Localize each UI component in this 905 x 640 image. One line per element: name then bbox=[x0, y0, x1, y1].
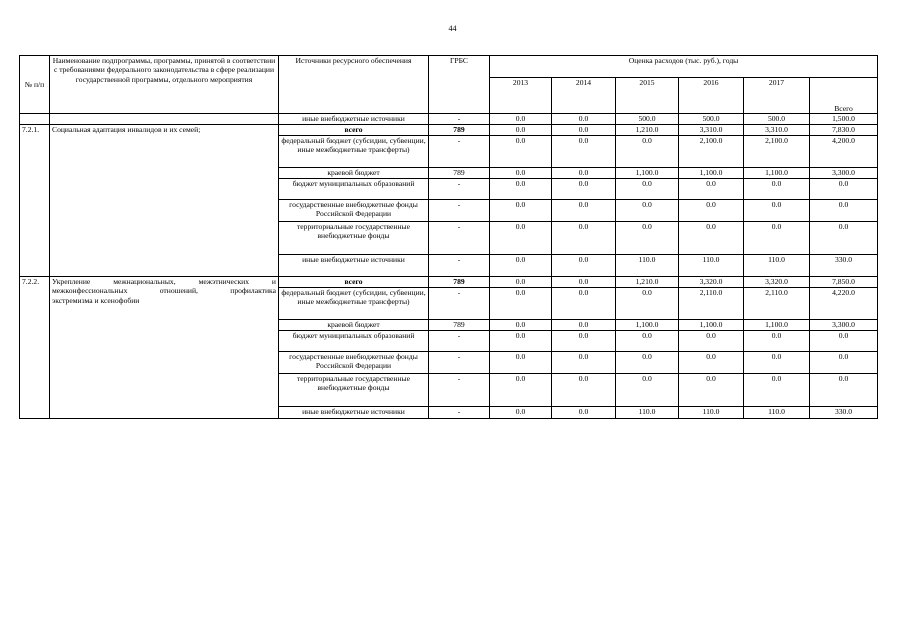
value-cell: 1,100.0 bbox=[744, 168, 810, 179]
source-label: территориальные государственные внебюджетные фонды bbox=[279, 222, 429, 255]
value-cell: 110.0 bbox=[616, 255, 679, 277]
value-cell: 1,210.0 bbox=[616, 277, 679, 288]
value-cell: 1,500.0 bbox=[810, 114, 878, 125]
value-cell: 110.0 bbox=[744, 407, 810, 419]
value-cell: 3,310.0 bbox=[679, 125, 744, 136]
value-cell: 3,320.0 bbox=[679, 277, 744, 288]
value-cell: 0.0 bbox=[490, 255, 552, 277]
value-cell: 500.0 bbox=[616, 114, 679, 125]
source-label: федеральный бюджет (субсидии, субвенции, иные межбюджетные трансферты) bbox=[279, 288, 429, 320]
source-label: иные внебюджетные источники bbox=[279, 407, 429, 419]
grbs-cell: - bbox=[429, 352, 490, 374]
value-cell: 0.0 bbox=[616, 288, 679, 320]
value-cell: 3,320.0 bbox=[744, 277, 810, 288]
grbs-cell: 789 bbox=[429, 168, 490, 179]
value-cell: 110.0 bbox=[744, 255, 810, 277]
section-name: Социальная адаптация инвалидов и их семей; bbox=[50, 125, 279, 277]
source-label: иные внебюджетные источники bbox=[279, 255, 429, 277]
source-label: государственные внебюджетные фонды Российской Федерации bbox=[279, 352, 429, 374]
source-label: иные внебюджетные источники bbox=[279, 114, 429, 125]
value-cell: 1,210.0 bbox=[616, 125, 679, 136]
source-label: всего bbox=[279, 125, 429, 136]
value-cell: 0.0 bbox=[552, 288, 616, 320]
value-cell: 0.0 bbox=[679, 374, 744, 407]
value-cell: 0.0 bbox=[490, 136, 552, 168]
grbs-cell: - bbox=[429, 288, 490, 320]
table-row bbox=[20, 114, 878, 125]
header-total: Всего bbox=[810, 78, 878, 114]
value-cell: 0.0 bbox=[744, 352, 810, 374]
header-source: Источники ресурсного обеспечения bbox=[279, 56, 429, 114]
table-row bbox=[20, 277, 878, 288]
source-label: всего bbox=[279, 277, 429, 288]
value-cell: 0.0 bbox=[552, 136, 616, 168]
value-cell: 0.0 bbox=[744, 179, 810, 200]
value-cell: 1,100.0 bbox=[744, 320, 810, 331]
grbs-cell: 789 bbox=[429, 320, 490, 331]
value-cell: 0.0 bbox=[744, 331, 810, 352]
value-cell: 0.0 bbox=[490, 277, 552, 288]
value-cell: 4,220.0 bbox=[810, 288, 878, 320]
header-row bbox=[20, 56, 878, 78]
value-cell: 0.0 bbox=[679, 200, 744, 222]
grbs-cell: - bbox=[429, 114, 490, 125]
value-cell: 4,200.0 bbox=[810, 136, 878, 168]
header-name: Наименование подпрограммы, программы, принятой в соответствии с требованиями федерального законодательства в сфере реализации государственной программы, отдельного мероприятия bbox=[50, 56, 279, 114]
section-name-line: межконфессиональных отношений, профилактика bbox=[52, 286, 276, 296]
grbs-cell: - bbox=[429, 200, 490, 222]
value-cell: 0.0 bbox=[616, 222, 679, 255]
value-cell: 2,110.0 bbox=[744, 288, 810, 320]
value-cell: 0.0 bbox=[552, 374, 616, 407]
table-row bbox=[20, 125, 878, 136]
source-label: государственные внебюджетные фонды Российской Федерации bbox=[279, 200, 429, 222]
value-cell: 0.0 bbox=[744, 222, 810, 255]
grbs-cell: 789 bbox=[429, 277, 490, 288]
value-cell: 0.0 bbox=[552, 114, 616, 125]
source-label: бюджет муниципальных образований bbox=[279, 179, 429, 200]
grbs-cell: - bbox=[429, 222, 490, 255]
value-cell: 3,300.0 bbox=[810, 168, 878, 179]
value-cell: 0.0 bbox=[490, 168, 552, 179]
grbs-cell: - bbox=[429, 136, 490, 168]
value-cell: 0.0 bbox=[679, 222, 744, 255]
value-cell: 3,300.0 bbox=[810, 320, 878, 331]
header-year: 2017 bbox=[744, 78, 810, 114]
grbs-cell: - bbox=[429, 331, 490, 352]
value-cell: 500.0 bbox=[679, 114, 744, 125]
header-grbs: ГРБС bbox=[429, 56, 490, 114]
value-cell: 0.0 bbox=[616, 200, 679, 222]
page-number: 44 bbox=[448, 24, 457, 33]
header-year: 2013 bbox=[490, 78, 552, 114]
budget-table bbox=[19, 55, 878, 419]
value-cell: 2,100.0 bbox=[744, 136, 810, 168]
value-cell: 0.0 bbox=[552, 331, 616, 352]
value-cell: 0.0 bbox=[490, 200, 552, 222]
value-cell: 0.0 bbox=[490, 407, 552, 419]
value-cell: 330.0 bbox=[810, 407, 878, 419]
header-year: 2014 bbox=[552, 78, 616, 114]
grbs-cell: - bbox=[429, 374, 490, 407]
header-year: 2015 bbox=[616, 78, 679, 114]
value-cell: 7,850.0 bbox=[810, 277, 878, 288]
value-cell: 0.0 bbox=[552, 407, 616, 419]
value-cell: 0.0 bbox=[552, 277, 616, 288]
grbs-cell: - bbox=[429, 179, 490, 200]
section-number: 7.2.1. bbox=[20, 125, 50, 277]
value-cell: 0.0 bbox=[490, 331, 552, 352]
source-label: федеральный бюджет (субсидии, субвенции, иные межбюджетные трансферты) bbox=[279, 136, 429, 168]
value-cell: 0.0 bbox=[679, 352, 744, 374]
value-cell: 0.0 bbox=[490, 114, 552, 125]
value-cell: 1,100.0 bbox=[616, 168, 679, 179]
value-cell: 0.0 bbox=[744, 200, 810, 222]
value-cell: 0.0 bbox=[490, 125, 552, 136]
value-cell: 1,100.0 bbox=[679, 168, 744, 179]
source-label: краевой бюджет bbox=[279, 168, 429, 179]
header-num: № п/п bbox=[20, 56, 50, 114]
value-cell: 0.0 bbox=[616, 331, 679, 352]
section-name-line: экстремизма и ксенофобии bbox=[52, 295, 140, 305]
value-cell: 110.0 bbox=[679, 407, 744, 419]
value-cell: 0.0 bbox=[810, 331, 878, 352]
value-cell: 0.0 bbox=[490, 288, 552, 320]
value-cell: 0.0 bbox=[552, 125, 616, 136]
grbs-cell: - bbox=[429, 407, 490, 419]
value-cell: 2,110.0 bbox=[679, 288, 744, 320]
value-cell: 2,100.0 bbox=[679, 136, 744, 168]
value-cell: 0.0 bbox=[744, 374, 810, 407]
value-cell: 0.0 bbox=[552, 255, 616, 277]
value-cell: 0.0 bbox=[552, 200, 616, 222]
section-name-line: Укрепление межнациональных, межэтнических и bbox=[52, 277, 276, 286]
value-cell: 0.0 bbox=[490, 179, 552, 200]
value-cell: 330.0 bbox=[810, 255, 878, 277]
value-cell: 0.0 bbox=[810, 374, 878, 407]
grbs-cell: - bbox=[429, 255, 490, 277]
value-cell: 7,830.0 bbox=[810, 125, 878, 136]
value-cell: 0.0 bbox=[810, 352, 878, 374]
value-cell: 0.0 bbox=[552, 168, 616, 179]
source-label: территориальные государственные внебюджетные фонды bbox=[279, 374, 429, 407]
section-name bbox=[50, 277, 279, 419]
grbs-cell: 789 bbox=[429, 125, 490, 136]
source-label: бюджет муниципальных образований bbox=[279, 331, 429, 352]
value-cell: 0.0 bbox=[616, 374, 679, 407]
value-cell: 110.0 bbox=[679, 255, 744, 277]
header-year: 2016 bbox=[679, 78, 744, 114]
value-cell: 1,100.0 bbox=[679, 320, 744, 331]
header-estimate: Оценка расходов (тыс. руб.), годы bbox=[490, 56, 878, 78]
value-cell: 0.0 bbox=[616, 179, 679, 200]
value-cell: 0.0 bbox=[490, 352, 552, 374]
value-cell: 0.0 bbox=[490, 374, 552, 407]
value-cell: 0.0 bbox=[552, 320, 616, 331]
value-cell: 0.0 bbox=[552, 179, 616, 200]
value-cell: 0.0 bbox=[616, 136, 679, 168]
value-cell: 0.0 bbox=[552, 222, 616, 255]
value-cell: 500.0 bbox=[744, 114, 810, 125]
value-cell: 0.0 bbox=[810, 200, 878, 222]
value-cell: 0.0 bbox=[679, 179, 744, 200]
value-cell: 0.0 bbox=[616, 352, 679, 374]
value-cell: 110.0 bbox=[616, 407, 679, 419]
value-cell: 3,310.0 bbox=[744, 125, 810, 136]
value-cell: 0.0 bbox=[490, 320, 552, 331]
section-number: 7.2.2. bbox=[20, 277, 50, 419]
value-cell: 0.0 bbox=[810, 179, 878, 200]
value-cell: 1,100.0 bbox=[616, 320, 679, 331]
source-label: краевой бюджет bbox=[279, 320, 429, 331]
value-cell: 0.0 bbox=[552, 352, 616, 374]
value-cell: 0.0 bbox=[810, 222, 878, 255]
value-cell: 0.0 bbox=[679, 331, 744, 352]
value-cell: 0.0 bbox=[490, 222, 552, 255]
